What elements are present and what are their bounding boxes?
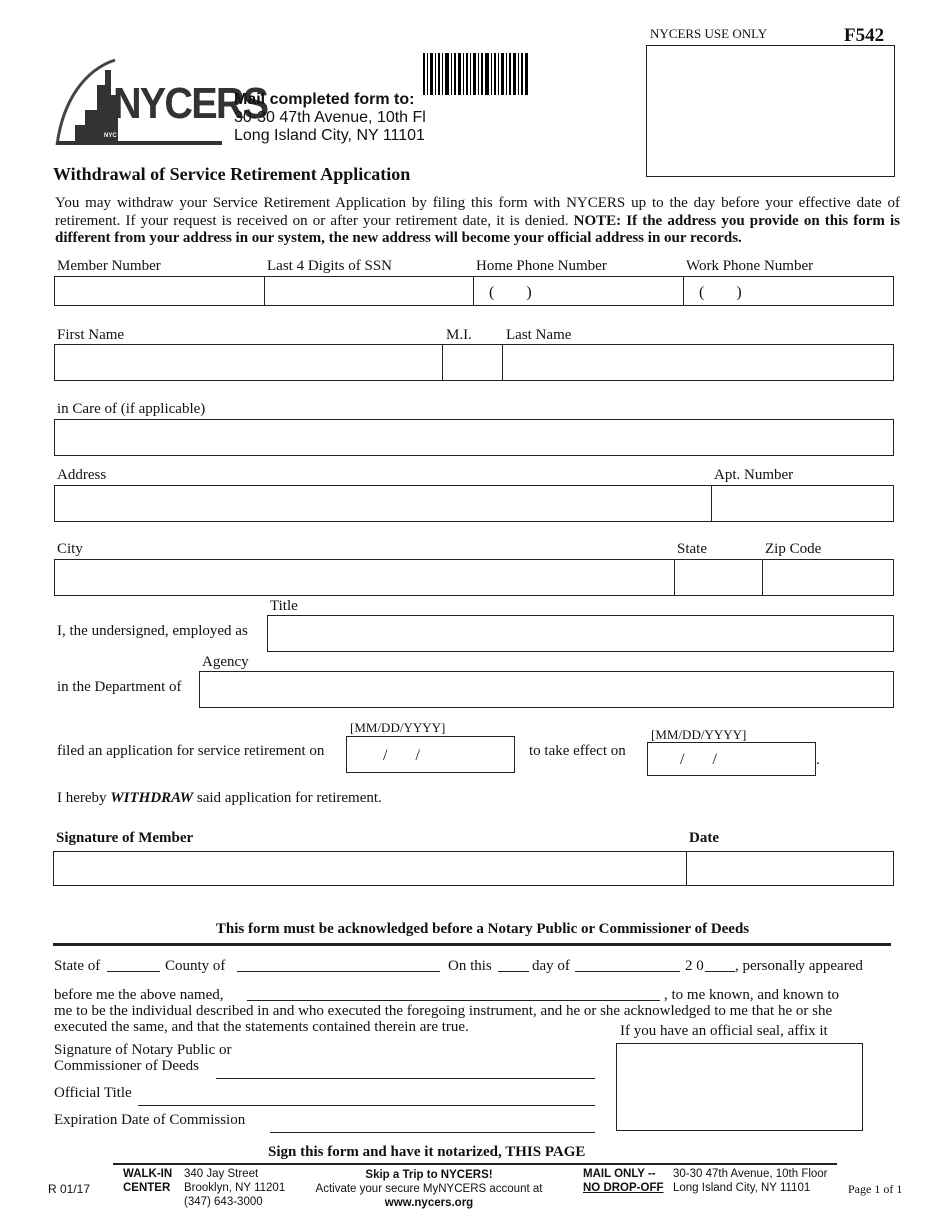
notary-heading: This form must be acknowledged before a Notary Public or Commissioner of Deeds [215,921,750,937]
in-care-of-label: in Care of (if applicable) [57,401,206,417]
county-of-text: County of [165,958,226,974]
withdraw-post: said application for retirement. [193,790,382,806]
skip-trip: Skip a Trip to NYCERS! [365,1169,493,1181]
apt-number-field[interactable] [712,485,893,522]
effective-date-format: [MM/DD/YYYY] [651,727,747,742]
notary-signature-field[interactable] [216,1078,595,1079]
home-phone-label: Home Phone Number [476,258,607,274]
notary-line3: executed the same, and that the statements contained therein are true. [54,1019,469,1035]
before-me-text: before me the above named, [54,987,224,1003]
employed-as-text: I, the undersigned, employed as [57,623,248,639]
agency-label: Agency [202,654,249,670]
filed-application-text: filed an application for service retirement on [57,743,325,759]
state-of-text: State of [54,958,101,974]
sign-notarize-note: Sign this form and have it notarized, THIS PAGE [268,1144,586,1160]
page-title: Withdrawal of Service Retirement Application [53,164,411,184]
on-this-text: On this [448,958,492,974]
notary-seal-box [616,1043,863,1131]
withdraw-pre: I hereby [57,790,111,806]
activate-text: Activate your secure MyNYCERS account at [315,1183,543,1195]
withdraw-word: WITHDRAW [110,790,194,806]
member-number-field[interactable] [54,276,264,306]
first-name-label: First Name [57,327,125,343]
home-phone-parens: ( ) [489,284,532,301]
apt-number-label: Apt. Number [714,467,794,483]
logo [55,55,268,150]
state-label: State [677,541,707,557]
city-field[interactable] [54,559,674,596]
filed-date-field[interactable] [346,736,515,773]
withdraw-statement [57,790,382,807]
work-phone-parens: ( ) [699,284,742,301]
effective-date-slashes: / / [680,751,717,768]
filed-date-format: [MM/DD/YYYY] [350,720,446,735]
walkin-address-2: Brooklyn, NY 11201 [184,1182,286,1194]
notary-month-field[interactable] [575,971,680,972]
mail-address-footer-1: 30-30 47th Avenue, 10th Floor [673,1168,828,1180]
address-field[interactable] [54,485,711,522]
use-only-label: NYCERS USE ONLY [650,26,768,41]
expiration-label: Expiration Date of Commission [54,1112,246,1128]
effective-date-field[interactable] [647,742,816,776]
mail-heading: Mail completed form to: [234,91,415,108]
nycers-use-only-box [646,45,895,177]
state-field[interactable] [675,559,762,596]
notary-county-field[interactable] [237,971,440,972]
ssn-field[interactable] [265,276,473,306]
website-link[interactable]: www.nycers.org [384,1197,474,1209]
intro-paragraph [55,195,900,248]
official-title-label: Official Title [54,1085,132,1101]
walkin-phone: (347) 643-3000 [184,1196,263,1208]
no-dropoff-label: NO DROP-OFF [583,1182,664,1194]
title-label: Title [270,598,298,614]
first-name-field[interactable] [54,344,442,381]
title-field[interactable] [267,615,894,652]
signature-member-label: Signature of Member [56,830,194,846]
agency-field[interactable] [199,671,894,708]
zip-code-field[interactable] [763,559,893,596]
walkin-label-1: WALK-IN [123,1168,173,1180]
notary-year-field[interactable] [705,971,735,972]
mail-address-line1: 30-30 47th Avenue, 10th Fl [234,109,426,126]
date-label: Date [689,830,719,846]
walkin-address-1: 340 Jay Street [184,1168,259,1180]
footer-divider [113,1163,837,1165]
department-of-text: in the Department of [57,679,182,695]
personally-appeared-text: , personally appeared [735,958,863,974]
mail-only-label: MAIL ONLY -- [583,1168,656,1180]
in-care-of-field[interactable] [54,419,894,456]
last-name-label: Last Name [506,327,572,343]
notary-line2: me to be the individual described in and who executed the foregoing instrument, and he or she acknowledged to me that he or she [54,1003,833,1019]
page-number: Page 1 of 1 [848,1182,903,1196]
last-name-field[interactable] [503,344,893,381]
mi-label: M.I. [446,327,472,343]
logo-wordmark: NYCERS [113,79,268,128]
mail-address-footer-2: Long Island City, NY 11101 [673,1182,811,1194]
to-me-known-text: , to me known, and known to [664,987,839,1003]
zip-code-label: Zip Code [765,541,822,557]
member-number-label: Member Number [57,258,161,274]
barcode [423,53,529,95]
notary-signature-label-2: Commissioner of Deeds [54,1058,199,1074]
notary-signature-label-1: Signature of Notary Public or [54,1042,232,1058]
official-title-field[interactable] [138,1105,595,1106]
filed-date-slashes: / / [383,747,420,764]
signature-date-field[interactable] [687,851,893,886]
notary-state-field[interactable] [107,971,160,972]
effective-date-period: . [816,752,820,768]
mi-field[interactable] [443,344,502,381]
expiration-field[interactable] [270,1132,595,1133]
seal-text: If you have an official seal, affix it [620,1023,828,1039]
address-label: Address [57,467,107,483]
revision-code: R 01/17 [48,1182,91,1196]
logo-sub-nyc: NYC [104,133,117,139]
ssn-label: Last 4 Digits of SSN [267,258,393,274]
year-prefix: 2 0 [685,958,704,974]
notary-day-field[interactable] [498,971,529,972]
intro-note: NOTE: If the address you provide on this form is different from your address in our system, the new address will become your official address in our records. [55,212,901,246]
logo-subtitle: Employees' Retirement System [119,133,209,139]
city-label: City [57,541,83,557]
signature-member-field[interactable] [53,851,686,886]
day-of-text: day of [532,958,570,974]
intro-text: You may withdraw your Service Retirement Application by filing this form with NYCERS up to the day before your effective date of retirement. If your request is received on or after your retirement date, it is denied. [55,195,900,229]
notary-divider [53,943,891,946]
take-effect-text: to take effect on [529,743,626,759]
mail-address-line2: Long Island City, NY 11101 [234,127,425,144]
form-number: F542 [844,25,885,46]
appeared-name-field[interactable] [247,1000,660,1001]
work-phone-label: Work Phone Number [686,258,814,274]
walkin-label-2: CENTER [123,1182,171,1194]
